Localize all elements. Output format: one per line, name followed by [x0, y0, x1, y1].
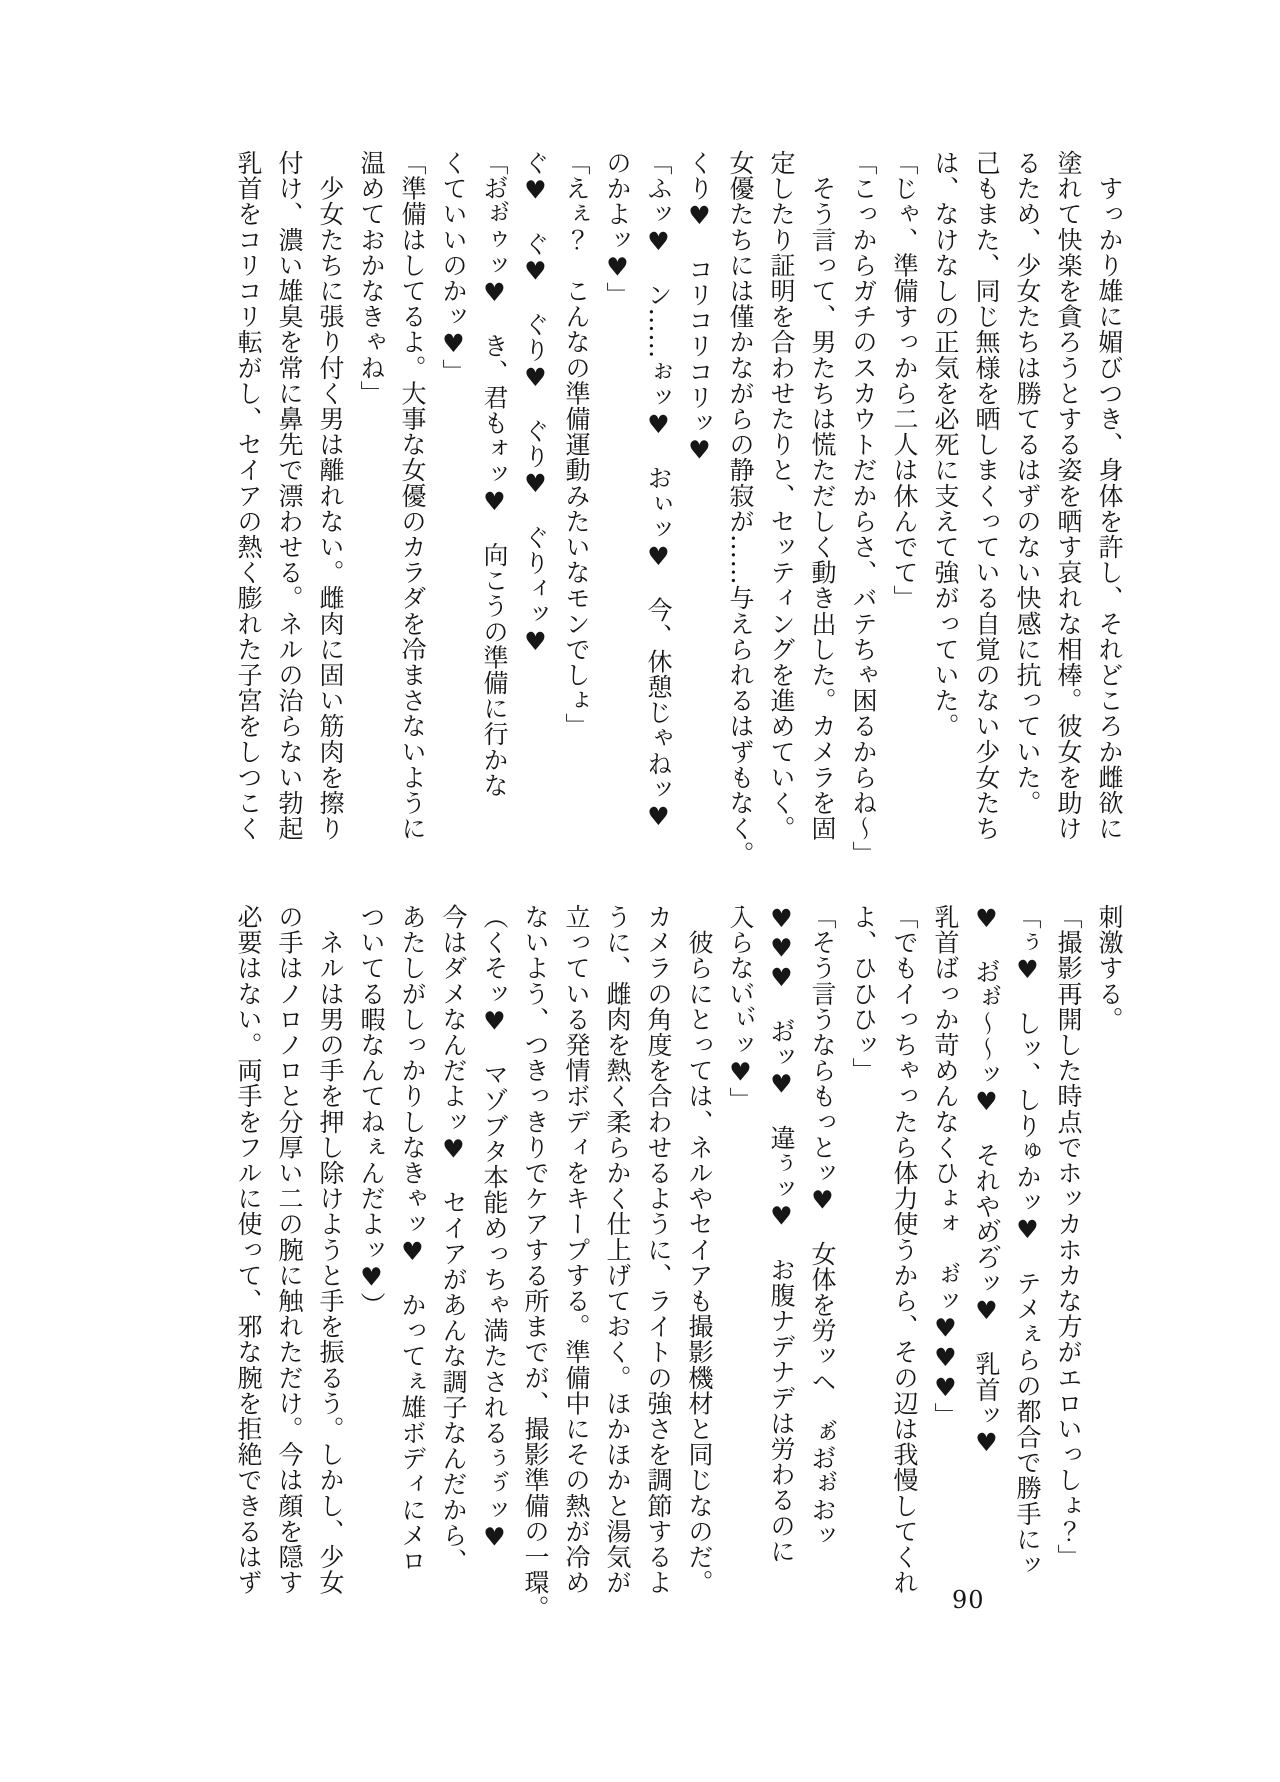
text-column: うに、雌肉を熱く柔らかく仕上げておく。ほかほかと湯気が [603, 904, 632, 1596]
page-number: 90 [952, 1586, 985, 1614]
text-column: 刺激する。 [1095, 904, 1124, 1032]
text-column: 女優たちには僅かながらの静寂が……与えられるはずもなく。 [726, 150, 755, 867]
text-column: よ、ひひひッ」 [849, 904, 878, 1084]
text-column: 乳首をコリコリ転がし、セイアの熱く膨れた子宮をしつこく [234, 150, 263, 842]
text-column: 塗れて快楽を貪ろうとする姿を晒す哀れな相棒。彼女を助け [1054, 150, 1083, 842]
text-column: 少女たちに張り付く男は離れない。雌肉に固い筋肉を擦り [316, 150, 345, 842]
text-column: 立っている発情ボディをキープする。準備中にその熱が冷め [562, 904, 591, 1596]
text-column: ♥♥♥ お゙ッ♥ 違ぅッ♥ お腹ナデナデは労わるのに [767, 904, 796, 1564]
text-block-top [228, 150, 1130, 867]
text-column: 彼らにとっては、ネルやセイアも撮影機材と同じなのだ。 [685, 904, 714, 1596]
text-column: 今はダメなんだよッ♥ セイアがあんな調子なんだから、 [439, 904, 468, 1574]
text-column: るため、少女たちは勝てるはずのない快感に抗っていた。 [1013, 150, 1042, 816]
text-column: そう言って、男たちは慌ただしく動き出した。カメラを固 [808, 150, 837, 842]
text-column: 定したり証明を合わせたりと、セッティングを進めていく。 [767, 150, 796, 842]
text-column: 「ふッ♥ ン……ぉッ♥ おぃッ♥ 今、休憩じゃねッ♥ [644, 150, 673, 832]
text-column: ぐ♥ ぐ♥ ぐり♥ ぐり♥ ぐりィッ♥ [521, 150, 550, 657]
text-column: 入らない゙ぃ゙ッ♥」 [726, 904, 755, 1113]
text-column: （くそッ♥ マゾブタ本能めっちゃ満たされるぅぅ゙ッ♥ [480, 904, 509, 1552]
text-column: 温めておかなきゃね」 [357, 150, 386, 406]
text-column: カメラの角度を合わせるように、ライトの強さを調節するよ [644, 904, 673, 1596]
text-column: 己もまた、同じ無様を晒しまくっている自覚のない少女たち [972, 150, 1001, 842]
text-column: あたしがしっかりしなきゃッ♥ かってぇ雄ボディにメロ [398, 904, 427, 1574]
text-column: は、なけなしの正気を必死に支えて強がっていた。 [931, 150, 960, 739]
text-column: 「でもイっちゃったら体力使うから、その辺は我慢してくれ [890, 904, 919, 1596]
text-column: 「ぅ♥ しッ、しりゅかッ♥ テメぇらの都合で勝手にッ [1013, 904, 1042, 1578]
text-column: のかよッ♥」 [603, 150, 632, 308]
text-column: ついてる暇なんてねぇんだよッ♥） [357, 904, 386, 1318]
text-column: 乳首ばっか苛めんなくひょォ ぉ゙ッ♥♥♥」 [931, 904, 960, 1428]
text-column: くていいのかッ♥」 [439, 150, 468, 385]
text-column: 「そう言うならもっとッ♥ 女体を労ッヘ ぁ゙お゙ぉ゙おッ [808, 904, 837, 1548]
text-column: 必要はない。両手をフルに使って、邪な腕を拒絶できるはず [234, 904, 263, 1596]
text-column: 「お゙ぉ゙ゥッ♥ き、君もォッ♥ 向こうの準備に行かな [480, 150, 509, 798]
text-column: 付け、濃い雄臭を常に鼻先で漂わせる。ネルの治らない勃起 [275, 150, 304, 842]
text-column: 「じゃ、準備すっから二人は休んでて」 [890, 150, 919, 611]
text-column: 「準備はしてるよ。大事な女優のカラダを冷まさないように [398, 150, 427, 842]
text-column: 「えぇ？ こんなの準備運動みたいなモンでしょ」 [562, 150, 591, 739]
text-column: すっかり雄に媚びつき、身体を許し、それどころか雌欲に [1095, 150, 1124, 842]
text-column: ないよう、つきっきりでケアする所までが、撮影準備の一環。 [521, 904, 550, 1621]
text-column: ♥ お゙ぉ゙～～ッ♥ それやめ゙ろ゙ッ♥ 乳首ッ♥ [972, 904, 1001, 1458]
text-column: 「こっからガチのスカウトだからさ、バテちゃ困るからね～」 [849, 150, 878, 867]
text-column: 「撮影再開した時点でホッカホカな方がエロいっしょ？」 [1054, 904, 1083, 1570]
text-column: くり♥ コリコリコリッ♥ [685, 150, 714, 466]
text-column: ネルは男の手を押し除けようと手を振るう。しかし、少女 [316, 904, 345, 1596]
text-column: の手はノロノロと分厚い二の腕に触れただけ。今は顔を隠す [275, 904, 304, 1596]
